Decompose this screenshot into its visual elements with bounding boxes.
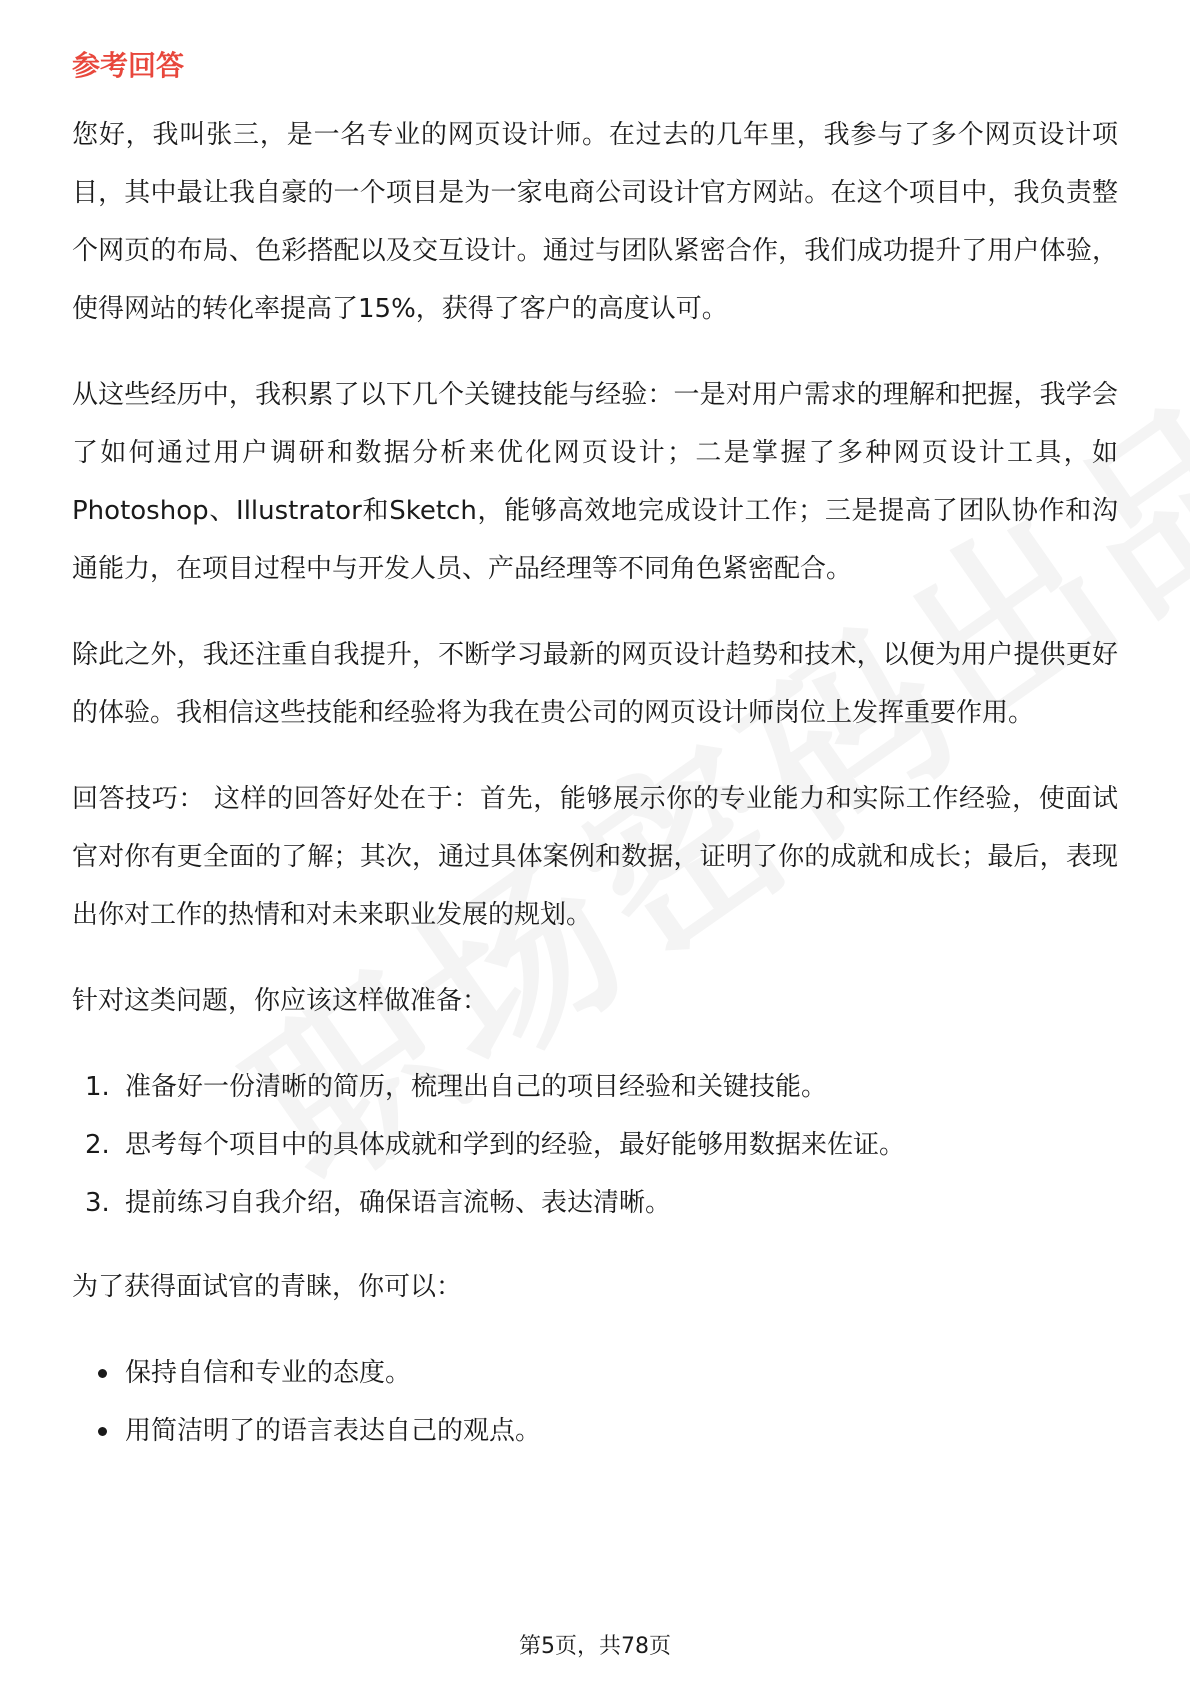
answer-paragraph-2: 从这些经历中，我积累了以下几个关键技能与经验：一是对用户需求的理解和把握，我学会了如何通过用户调研和数据分析来优化网页设计；二是掌握了多种网页设计工具，如Photoshop、Illustrator和Sketch，能够高效地完成设计工作；三是提高了团队协作和沟通能力，在项目过程中与开发人员、产品经理等不同角色紧密配合。 bbox=[72, 380, 1118, 584]
preparation-intro: 针对这类问题，你应该这样做准备： bbox=[72, 986, 489, 1016]
list-number: 1. bbox=[85, 1072, 110, 1102]
tips-list bbox=[72, 1344, 1118, 1460]
list-item bbox=[72, 1174, 1118, 1232]
preparation-list bbox=[72, 1058, 1118, 1232]
list-item bbox=[72, 1402, 1118, 1460]
answer-paragraph-1: 您好，我叫张三，是一名专业的网页设计师。在过去的几年里，我参与了多个网页设计项目，其中最让我自豪的一个项目是为一家电商公司设计官方网站。在这个项目中，我负责整个网页的布局、色彩搭配以及交互设计。通过与团队紧密合作，我们成功提升了用户体验，使得网站的转化率提高了15%，获得了客户的高度认可。 bbox=[72, 120, 1118, 324]
list-item-text: 提前练习自我介绍，确保语言流畅、表达清晰。 bbox=[125, 1188, 672, 1218]
list-item-text: 准备好一份清晰的简历，梳理出自己的项目经验和关键技能。 bbox=[125, 1072, 828, 1102]
list-item bbox=[72, 1116, 1118, 1174]
answer-tips-paragraph: 回答技巧： 这样的回答好处在于：首先，能够展示你的专业能力和实际工作经验，使面试官对你有更全面的了解；其次，通过具体案例和数据，证明了你的成就和成长；最后，表现出你对工作的热情和对未来职业发展的规划。 bbox=[72, 784, 1118, 930]
list-item-text: 保持自信和专业的态度。 bbox=[125, 1358, 412, 1388]
page-content bbox=[72, 48, 1118, 1486]
list-number: 2. bbox=[85, 1130, 110, 1160]
bullet-icon bbox=[98, 1427, 107, 1436]
page-number: 第5页，共78页 bbox=[519, 1634, 671, 1659]
list-item bbox=[72, 1058, 1118, 1116]
bullet-icon bbox=[98, 1369, 107, 1378]
answer-paragraph-3: 除此之外，我还注重自我提升，不断学习最新的网页设计趋势和技术，以便为用户提供更好的体验。我相信这些技能和经验将为我在贵公司的网页设计师岗位上发挥重要作用。 bbox=[72, 640, 1118, 728]
list-item-text: 思考每个项目中的具体成就和学到的经验，最好能够用数据来佐证。 bbox=[125, 1130, 906, 1160]
list-item-text: 用简洁明了的语言表达自己的观点。 bbox=[125, 1416, 542, 1446]
tips-intro: 为了获得面试官的青睐，你可以： bbox=[72, 1272, 463, 1302]
list-number: 3. bbox=[85, 1188, 110, 1218]
list-item bbox=[72, 1344, 1118, 1402]
section-heading: 参考回答 bbox=[72, 49, 185, 82]
